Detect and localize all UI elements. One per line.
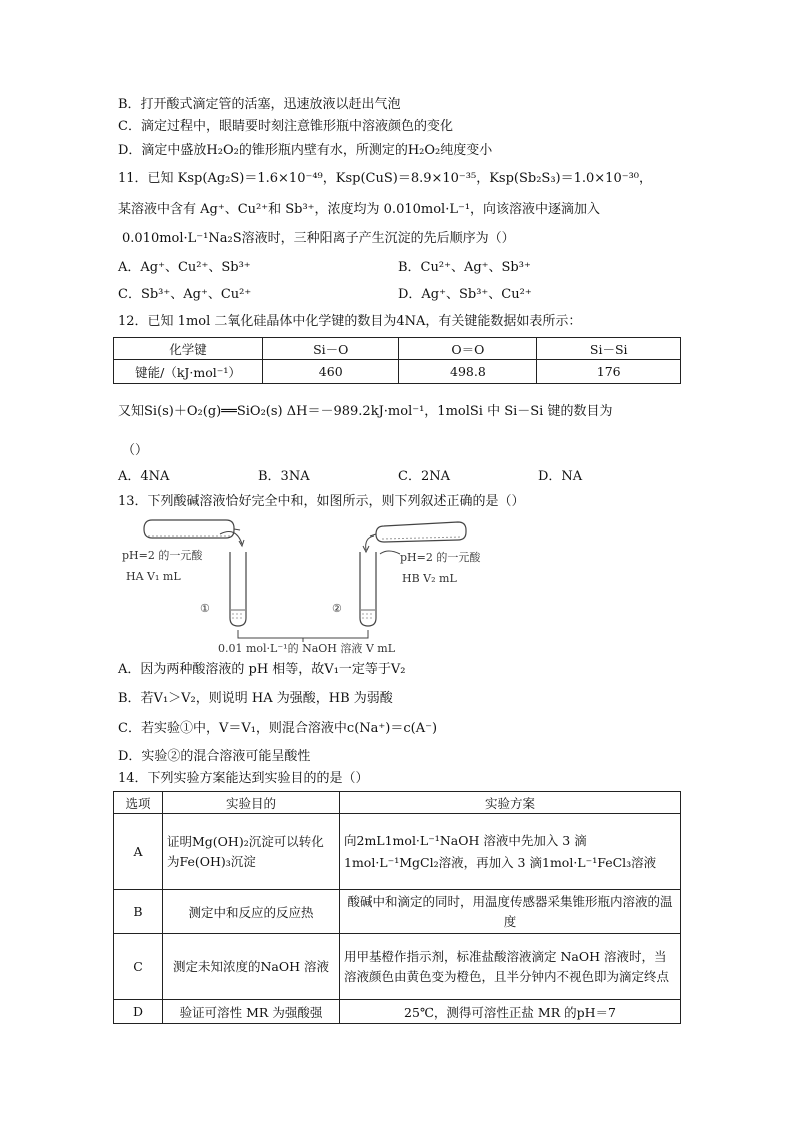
table-header-cell: Si－O [263, 338, 399, 360]
table-cell: D [114, 1000, 163, 1024]
table-row [114, 934, 681, 1000]
q11-stem-line2: 某溶液中含有 Ag⁺、Cu²⁺和 Sb³⁺，浓度均为 0.010mol·L⁻¹，向该溶液中逐滴加入 [118, 202, 601, 217]
table-header-cell: Si－Si [537, 338, 681, 360]
q12-line3: （） [122, 443, 149, 458]
table-cell: B [114, 890, 163, 934]
table-header-cell: 实验方案 [340, 792, 681, 814]
circled-two: ② [332, 602, 342, 615]
q11-stem-line1: 11．已知 Ksp(Ag₂S)＝1.6×10⁻⁴⁹，Ksp(CuS)＝8.9×10⁻³⁵，Ksp(Sb₂S₃)＝1.0×10⁻³⁰， [118, 171, 653, 186]
q11-option-b: B．Cu²⁺、Ag⁺、Sb³⁺ [398, 260, 531, 275]
q13-stem: 13．下列酸碱溶液恰好完全中和，如图所示，则下列叙述正确的是（） [118, 494, 525, 509]
left-acid-label1: pH=2 的一元酸 [122, 549, 203, 562]
right-test-tube [360, 552, 376, 626]
q10-option-d: D．滴定中盛放H₂O₂的锥形瓶内壁有水，所测定的H₂O₂纯度变小 [118, 143, 493, 158]
q13-option-d: D．实验②的混合溶液可能呈酸性 [118, 749, 311, 764]
table-header-cell: O＝O [399, 338, 537, 360]
q14-stem: 14．下列实验方案能达到实验目的的是（） [118, 771, 369, 786]
circled-one: ① [200, 602, 210, 615]
table-cell: 498.8 [399, 360, 537, 384]
q11-option-c: C．Sb³⁺、Ag⁺、Cu²⁺ [118, 287, 252, 302]
table-cell: 测定中和反应的反应热 [163, 890, 340, 934]
q11-option-a: A．Ag⁺、Cu²⁺、Sb³⁺ [118, 260, 251, 275]
right-label-pointer [380, 551, 400, 554]
table-cell: 测定未知浓度的NaOH 溶液 [163, 934, 340, 1000]
q12-option-c: C．2NA [398, 469, 450, 484]
table-cell: 460 [263, 360, 399, 384]
table-cell: A [114, 814, 163, 890]
titration-figure [118, 514, 538, 654]
table-cell: C [114, 934, 163, 1000]
experiment-table [113, 791, 681, 1024]
table-row [114, 1000, 681, 1024]
table-cell: 向2mL1mol·L⁻¹NaOH 溶液中先加入 3 滴 1mol·L⁻¹MgCl₂溶液，再加入 3 滴1mol·L⁻¹FeCl₃溶液 [340, 814, 681, 890]
table-row [114, 814, 681, 890]
q12-option-a: A．4NA [118, 469, 170, 484]
table-cell: 酸碱中和滴定的同时，用温度传感器采集锥形瓶内溶液的温度 [340, 890, 681, 934]
right-pipette [363, 522, 466, 552]
bottom-bracket [238, 630, 368, 642]
left-pipette [144, 520, 244, 546]
naoh-label: 0.01 mol·L⁻¹的 NaOH 溶液 V mL [218, 642, 396, 654]
table-cell: 176 [537, 360, 681, 384]
left-test-tube [230, 552, 246, 626]
q10-option-c: C．滴定过程中，眼睛要时刻注意锥形瓶中溶液颜色的变化 [118, 119, 453, 134]
table-cell: 验证可溶性 MR 为强酸强 [163, 1000, 340, 1024]
q11-stem-line3: 0.010mol·L⁻¹Na₂S溶液时，三种阳离子产生沉淀的先后顺序为（） [122, 231, 515, 246]
right-acid-label2: HB V₂ mL [402, 572, 457, 585]
table-row [114, 890, 681, 934]
table-header-cell: 实验目的 [163, 792, 340, 814]
q13-option-b: B．若V₁＞V₂，则说明 HA 为强酸，HB 为弱酸 [118, 691, 393, 706]
right-acid-label1: pH=2 的一元酸 [400, 551, 481, 564]
table-cell: 25℃，测得可溶性正盐 MR 的pH＝7 [340, 1000, 681, 1024]
q13-option-a: A．因为两种酸溶液的 pH 相等，故V₁一定等于V₂ [118, 662, 406, 677]
table-header-cell: 选项 [114, 792, 163, 814]
q12-option-b: B．3NA [258, 469, 310, 484]
left-acid-label2: HA V₁ mL [126, 570, 181, 583]
table-cell: 证明Mg(OH)₂沉淀可以转化为Fe(OH)₃沉淀 [163, 814, 340, 890]
q12-option-d: D．NA [538, 469, 583, 484]
table-cell: 用甲基橙作指示剂，标准盐酸溶液滴定 NaOH 溶液时，当溶液颜色由黄色变为橙色，且半分钟内不视色即为滴定终点 [340, 934, 681, 1000]
table-cell: 键能/（kJ·mol⁻¹） [114, 360, 263, 384]
bond-energy-table [113, 337, 681, 384]
q12-stem: 12．已知 1mol 二氧化硅晶体中化学键的数目为4NA，有关键能数据如表所示： [118, 314, 582, 329]
q13-option-c: C．若实验①中，V＝V₁，则混合溶液中c(Na⁺)＝c(A⁻) [118, 721, 438, 736]
table-header-cell: 化学键 [114, 338, 263, 360]
q12-line2: 又知Si(s)＋O₂(g)══SiO₂(s) ΔH＝－989.2kJ·mol⁻¹，1molSi 中 Si－Si 键的数目为 [118, 404, 613, 419]
q10-option-b: B．打开酸式滴定管的活塞，迅速放液以赶出气泡 [118, 97, 401, 112]
q11-option-d: D．Ag⁺、Sb³⁺、Cu²⁺ [398, 287, 532, 302]
